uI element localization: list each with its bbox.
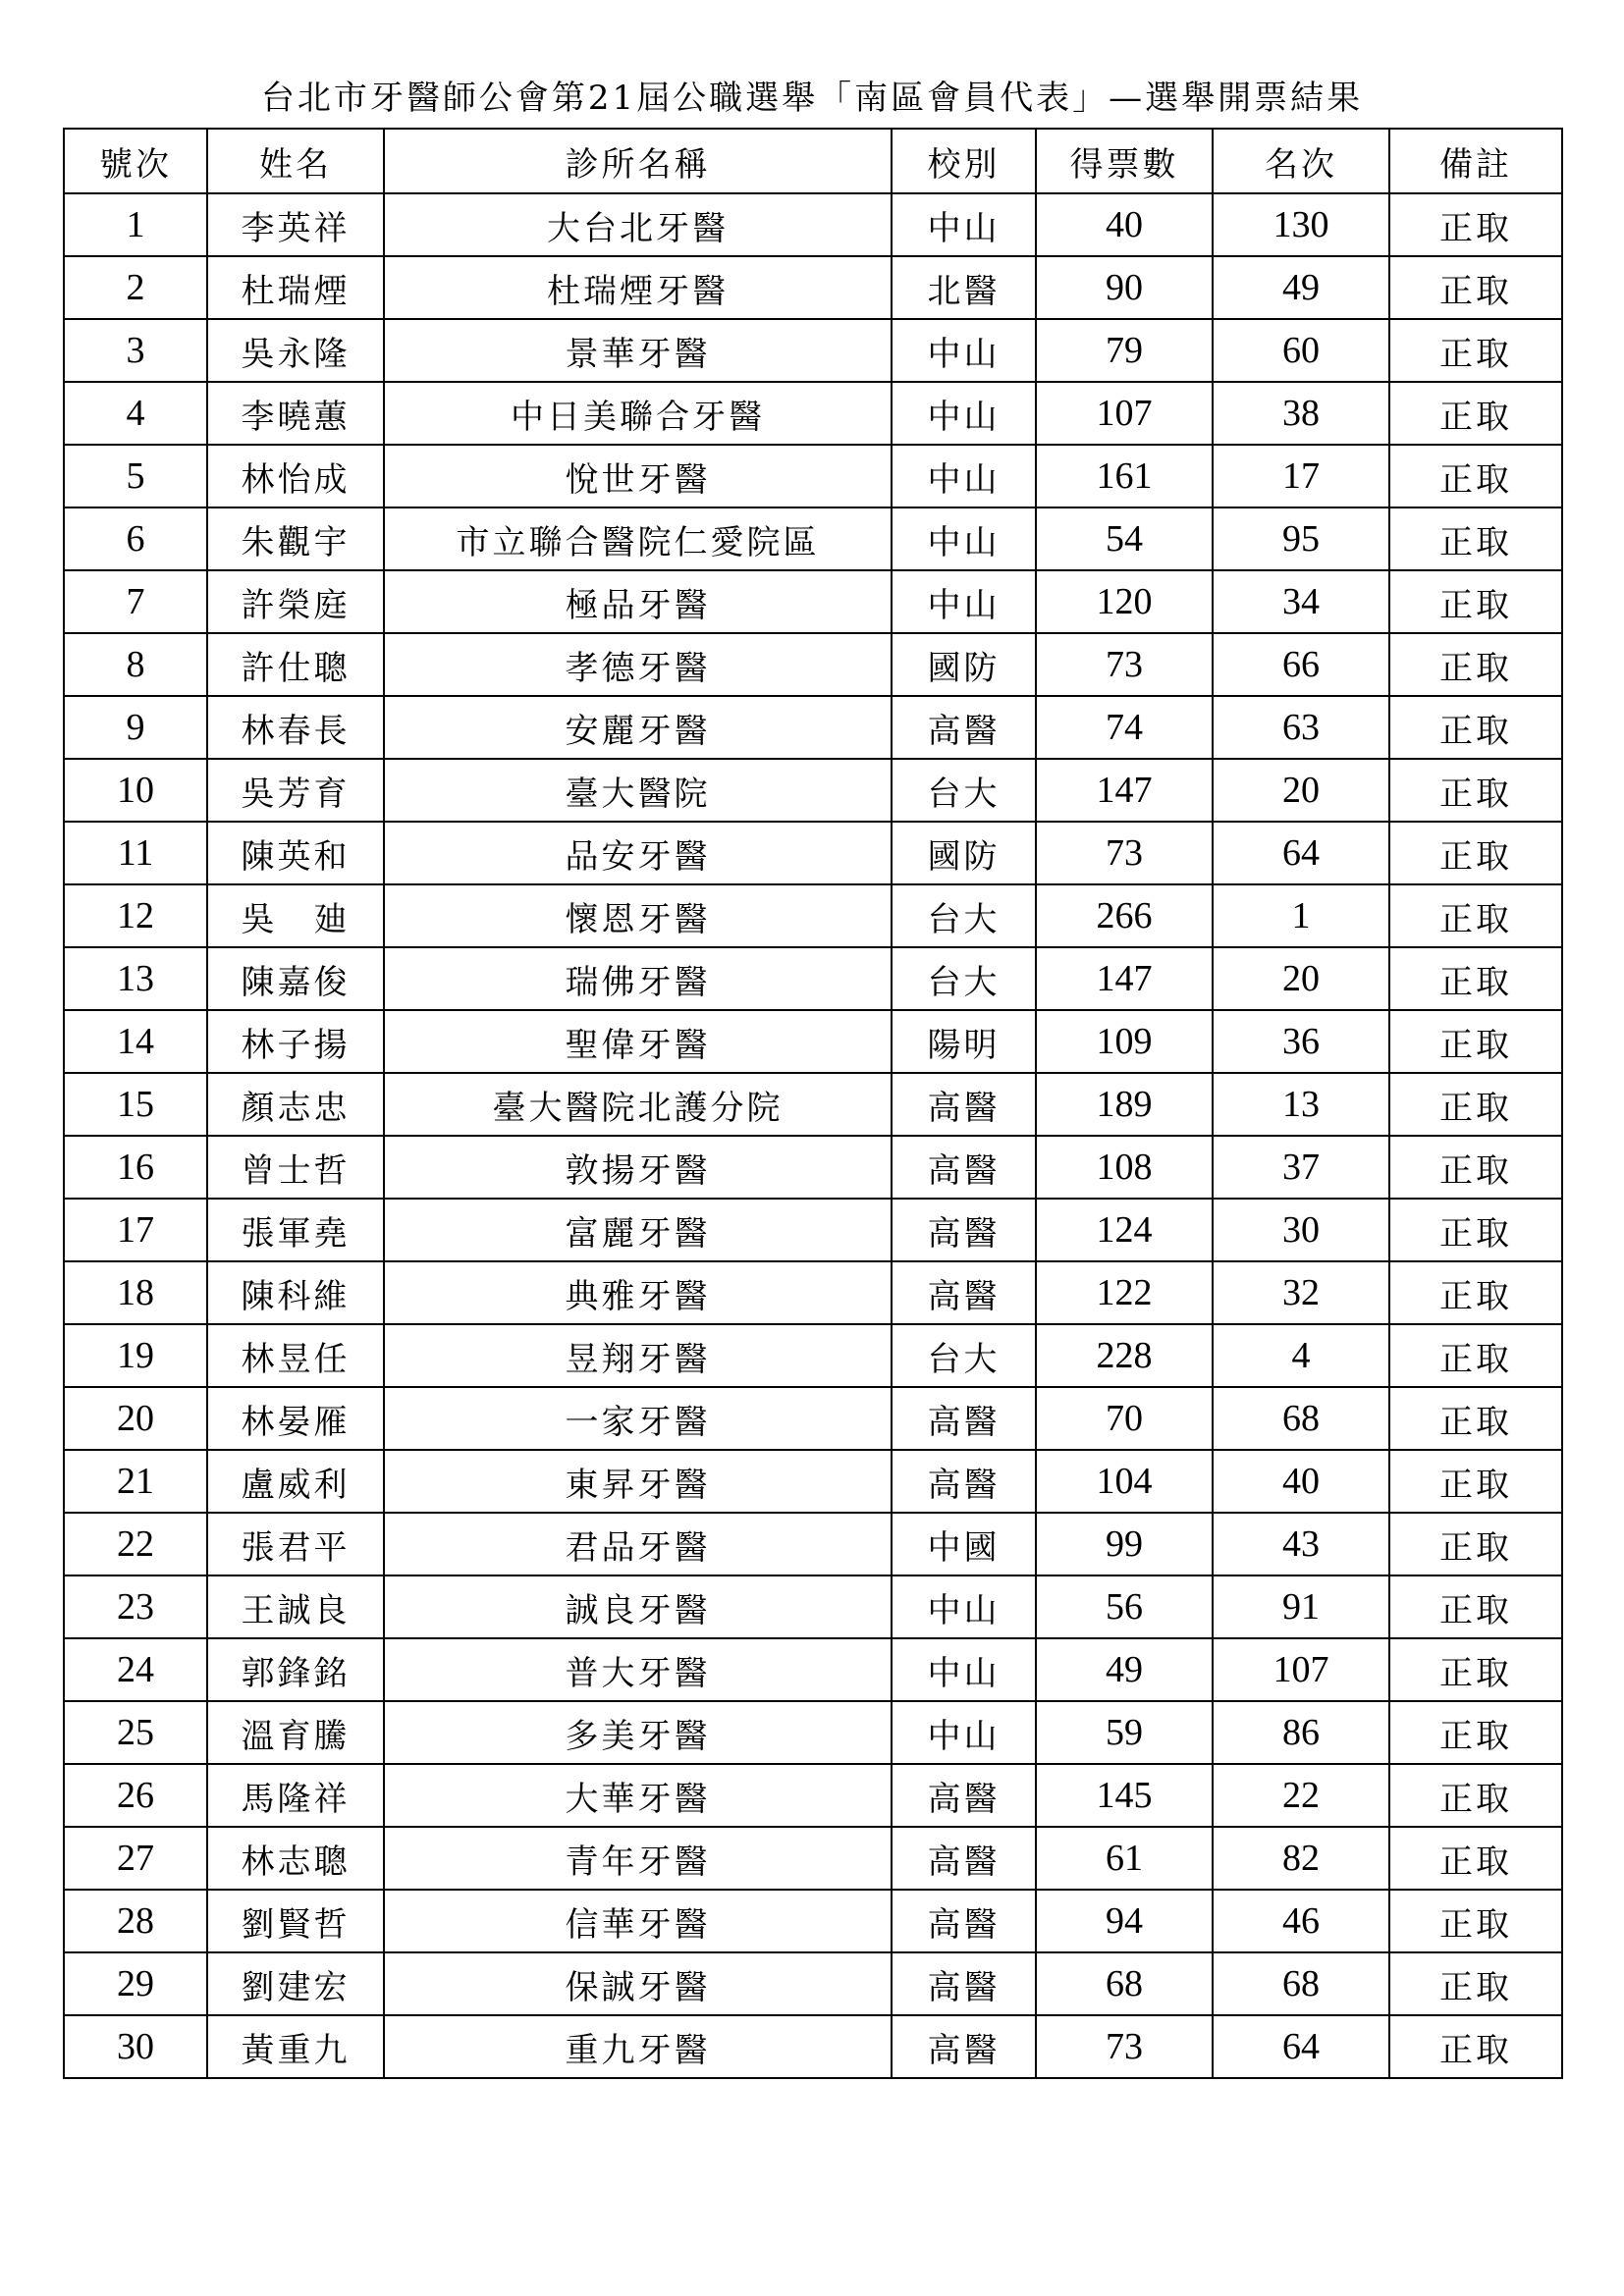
cell-rank: 46: [1213, 1890, 1389, 1952]
cell-number: 13: [64, 947, 207, 1010]
table-row: [64, 1952, 1562, 2015]
results-body: [64, 193, 1562, 2078]
cell-rank: 107: [1213, 1638, 1389, 1701]
cell-clinic: 極品牙醫: [384, 570, 892, 633]
table-row: [64, 1387, 1562, 1450]
cell-votes: 68: [1036, 1952, 1213, 2015]
cell-remark: 正取: [1389, 445, 1562, 507]
cell-name: 林子揚: [207, 1010, 384, 1073]
cell-school: 中山: [892, 319, 1036, 382]
cell-clinic: 臺大醫院北護分院: [384, 1073, 892, 1136]
header-name: 姓名: [207, 129, 384, 193]
cell-clinic: 懷恩牙醫: [384, 884, 892, 947]
cell-number: 17: [64, 1199, 207, 1261]
cell-school: 中山: [892, 193, 1036, 256]
cell-school: 台大: [892, 1324, 1036, 1387]
cell-clinic: 品安牙醫: [384, 822, 892, 884]
cell-votes: 228: [1036, 1324, 1213, 1387]
cell-school: 高醫: [892, 1952, 1036, 2015]
cell-clinic: 信華牙醫: [384, 1890, 892, 1952]
table-row: [64, 193, 1562, 256]
cell-clinic: 景華牙醫: [384, 319, 892, 382]
cell-school: 台大: [892, 759, 1036, 822]
cell-number: 4: [64, 382, 207, 445]
cell-name: 林昱任: [207, 1324, 384, 1387]
cell-clinic: 誠良牙醫: [384, 1575, 892, 1638]
table-row: [64, 507, 1562, 570]
table-row: [64, 1764, 1562, 1827]
cell-rank: 82: [1213, 1827, 1389, 1890]
cell-votes: 70: [1036, 1387, 1213, 1450]
table-row: [64, 1073, 1562, 1136]
cell-remark: 正取: [1389, 1450, 1562, 1513]
cell-clinic: 聖偉牙醫: [384, 1010, 892, 1073]
cell-remark: 正取: [1389, 1827, 1562, 1890]
cell-votes: 49: [1036, 1638, 1213, 1701]
cell-remark: 正取: [1389, 947, 1562, 1010]
cell-name: 黃重九: [207, 2015, 384, 2078]
table-row: [64, 1324, 1562, 1387]
cell-number: 25: [64, 1701, 207, 1764]
cell-school: 國防: [892, 633, 1036, 696]
cell-remark: 正取: [1389, 2015, 1562, 2078]
cell-school: 陽明: [892, 1010, 1036, 1073]
cell-remark: 正取: [1389, 884, 1562, 947]
cell-rank: 68: [1213, 1952, 1389, 2015]
cell-number: 20: [64, 1387, 207, 1450]
cell-votes: 74: [1036, 696, 1213, 759]
cell-name: 陳科維: [207, 1261, 384, 1324]
cell-remark: 正取: [1389, 1387, 1562, 1450]
cell-clinic: 重九牙醫: [384, 2015, 892, 2078]
table-row: [64, 445, 1562, 507]
header-school: 校別: [892, 129, 1036, 193]
cell-rank: 32: [1213, 1261, 1389, 1324]
cell-remark: 正取: [1389, 759, 1562, 822]
cell-name: 林晏雁: [207, 1387, 384, 1450]
table-row: [64, 1827, 1562, 1890]
cell-remark: 正取: [1389, 1575, 1562, 1638]
cell-name: 曾士哲: [207, 1136, 384, 1199]
cell-school: 中山: [892, 507, 1036, 570]
cell-school: 中山: [892, 1575, 1036, 1638]
cell-votes: 189: [1036, 1073, 1213, 1136]
cell-number: 5: [64, 445, 207, 507]
cell-number: 29: [64, 1952, 207, 2015]
cell-school: 中山: [892, 1701, 1036, 1764]
cell-votes: 94: [1036, 1890, 1213, 1952]
cell-number: 24: [64, 1638, 207, 1701]
cell-number: 28: [64, 1890, 207, 1952]
cell-number: 3: [64, 319, 207, 382]
cell-votes: 122: [1036, 1261, 1213, 1324]
cell-remark: 正取: [1389, 822, 1562, 884]
cell-number: 19: [64, 1324, 207, 1387]
cell-name: 劉建宏: [207, 1952, 384, 2015]
cell-clinic: 中日美聯合牙醫: [384, 382, 892, 445]
cell-votes: 56: [1036, 1575, 1213, 1638]
cell-clinic: 市立聯合醫院仁愛院區: [384, 507, 892, 570]
cell-rank: 49: [1213, 256, 1389, 319]
cell-votes: 161: [1036, 445, 1213, 507]
cell-school: 高醫: [892, 1450, 1036, 1513]
cell-name: 吳 廸: [207, 884, 384, 947]
cell-remark: 正取: [1389, 570, 1562, 633]
cell-clinic: 孝德牙醫: [384, 633, 892, 696]
cell-clinic: 一家牙醫: [384, 1387, 892, 1450]
header-votes: 得票數: [1036, 129, 1213, 193]
table-row: [64, 1890, 1562, 1952]
cell-number: 14: [64, 1010, 207, 1073]
cell-clinic: 東昇牙醫: [384, 1450, 892, 1513]
cell-name: 馬隆祥: [207, 1764, 384, 1827]
cell-rank: 30: [1213, 1199, 1389, 1261]
table-row: [64, 884, 1562, 947]
cell-clinic: 臺大醫院: [384, 759, 892, 822]
cell-number: 18: [64, 1261, 207, 1324]
cell-rank: 37: [1213, 1136, 1389, 1199]
cell-votes: 124: [1036, 1199, 1213, 1261]
cell-school: 台大: [892, 947, 1036, 1010]
cell-votes: 107: [1036, 382, 1213, 445]
cell-name: 劉賢哲: [207, 1890, 384, 1952]
cell-clinic: 安麗牙醫: [384, 696, 892, 759]
cell-rank: 95: [1213, 507, 1389, 570]
cell-school: 中國: [892, 1513, 1036, 1575]
cell-votes: 54: [1036, 507, 1213, 570]
table-row: [64, 382, 1562, 445]
table-row: [64, 1513, 1562, 1575]
cell-votes: 109: [1036, 1010, 1213, 1073]
table-row: [64, 319, 1562, 382]
cell-clinic: 悅世牙醫: [384, 445, 892, 507]
cell-name: 陳英和: [207, 822, 384, 884]
cell-rank: 40: [1213, 1450, 1389, 1513]
cell-rank: 20: [1213, 759, 1389, 822]
document-title: 台北市牙醫師公會第21屆公職選舉「南區會員代表」—選舉開票結果: [260, 79, 1364, 118]
cell-school: 高醫: [892, 1827, 1036, 1890]
cell-clinic: 青年牙醫: [384, 1827, 892, 1890]
cell-clinic: 大台北牙醫: [384, 193, 892, 256]
cell-number: 21: [64, 1450, 207, 1513]
cell-number: 16: [64, 1136, 207, 1199]
cell-number: 22: [64, 1513, 207, 1575]
cell-clinic: 大華牙醫: [384, 1764, 892, 1827]
cell-number: 10: [64, 759, 207, 822]
cell-rank: 64: [1213, 822, 1389, 884]
table-row: [64, 759, 1562, 822]
table-row: [64, 2015, 1562, 2078]
cell-number: 7: [64, 570, 207, 633]
cell-votes: 40: [1036, 193, 1213, 256]
cell-remark: 正取: [1389, 256, 1562, 319]
cell-rank: 64: [1213, 2015, 1389, 2078]
cell-school: 中山: [892, 570, 1036, 633]
cell-name: 李曉蕙: [207, 382, 384, 445]
cell-name: 郭鋒銘: [207, 1638, 384, 1701]
cell-rank: 20: [1213, 947, 1389, 1010]
cell-rank: 34: [1213, 570, 1389, 633]
cell-remark: 正取: [1389, 1764, 1562, 1827]
cell-votes: 73: [1036, 633, 1213, 696]
cell-name: 李英祥: [207, 193, 384, 256]
election-results-table: [63, 128, 1563, 2079]
cell-name: 林春長: [207, 696, 384, 759]
cell-school: 國防: [892, 822, 1036, 884]
cell-remark: 正取: [1389, 1890, 1562, 1952]
cell-rank: 130: [1213, 193, 1389, 256]
table-row: [64, 696, 1562, 759]
cell-remark: 正取: [1389, 382, 1562, 445]
cell-school: 高醫: [892, 2015, 1036, 2078]
cell-school: 高醫: [892, 1890, 1036, 1952]
cell-rank: 63: [1213, 696, 1389, 759]
cell-votes: 266: [1036, 884, 1213, 947]
cell-votes: 73: [1036, 822, 1213, 884]
table-row: [64, 256, 1562, 319]
cell-school: 高醫: [892, 696, 1036, 759]
cell-remark: 正取: [1389, 1261, 1562, 1324]
cell-number: 12: [64, 884, 207, 947]
cell-school: 高醫: [892, 1764, 1036, 1827]
cell-school: 台大: [892, 884, 1036, 947]
cell-school: 高醫: [892, 1199, 1036, 1261]
table-row: [64, 1575, 1562, 1638]
cell-school: 北醫: [892, 256, 1036, 319]
cell-name: 許仕聰: [207, 633, 384, 696]
cell-rank: 86: [1213, 1701, 1389, 1764]
cell-clinic: 君品牙醫: [384, 1513, 892, 1575]
cell-rank: 4: [1213, 1324, 1389, 1387]
cell-votes: 147: [1036, 759, 1213, 822]
cell-clinic: 普大牙醫: [384, 1638, 892, 1701]
cell-clinic: 富麗牙醫: [384, 1199, 892, 1261]
cell-name: 吳芳育: [207, 759, 384, 822]
cell-school: 高醫: [892, 1136, 1036, 1199]
cell-remark: 正取: [1389, 193, 1562, 256]
table-row: [64, 947, 1562, 1010]
cell-rank: 66: [1213, 633, 1389, 696]
cell-name: 杜瑞煙: [207, 256, 384, 319]
cell-remark: 正取: [1389, 1324, 1562, 1387]
cell-remark: 正取: [1389, 1199, 1562, 1261]
cell-votes: 145: [1036, 1764, 1213, 1827]
cell-clinic: 敦揚牙醫: [384, 1136, 892, 1199]
cell-number: 6: [64, 507, 207, 570]
cell-votes: 79: [1036, 319, 1213, 382]
cell-rank: 36: [1213, 1010, 1389, 1073]
cell-remark: 正取: [1389, 1638, 1562, 1701]
cell-votes: 59: [1036, 1701, 1213, 1764]
cell-name: 陳嘉俊: [207, 947, 384, 1010]
table-row: [64, 1450, 1562, 1513]
cell-rank: 60: [1213, 319, 1389, 382]
cell-remark: 正取: [1389, 1010, 1562, 1073]
cell-remark: 正取: [1389, 1701, 1562, 1764]
header-rank: 名次: [1213, 129, 1389, 193]
table-row: [64, 633, 1562, 696]
cell-number: 26: [64, 1764, 207, 1827]
cell-name: 盧威利: [207, 1450, 384, 1513]
cell-remark: 正取: [1389, 633, 1562, 696]
cell-number: 1: [64, 193, 207, 256]
cell-rank: 38: [1213, 382, 1389, 445]
cell-name: 張軍堯: [207, 1199, 384, 1261]
cell-name: 王誠良: [207, 1575, 384, 1638]
cell-votes: 90: [1036, 256, 1213, 319]
cell-votes: 120: [1036, 570, 1213, 633]
cell-remark: 正取: [1389, 507, 1562, 570]
cell-rank: 91: [1213, 1575, 1389, 1638]
cell-remark: 正取: [1389, 319, 1562, 382]
cell-rank: 1: [1213, 884, 1389, 947]
table-row: [64, 1701, 1562, 1764]
cell-name: 朱觀宇: [207, 507, 384, 570]
cell-clinic: 瑞佛牙醫: [384, 947, 892, 1010]
cell-name: 溫育騰: [207, 1701, 384, 1764]
cell-votes: 108: [1036, 1136, 1213, 1199]
cell-number: 23: [64, 1575, 207, 1638]
cell-rank: 17: [1213, 445, 1389, 507]
cell-school: 中山: [892, 382, 1036, 445]
cell-remark: 正取: [1389, 1952, 1562, 2015]
header-row: [64, 129, 1562, 193]
cell-votes: 61: [1036, 1827, 1213, 1890]
cell-name: 張君平: [207, 1513, 384, 1575]
cell-remark: 正取: [1389, 1513, 1562, 1575]
cell-name: 許榮庭: [207, 570, 384, 633]
cell-number: 11: [64, 822, 207, 884]
cell-votes: 73: [1036, 2015, 1213, 2078]
header-remark: 備註: [1389, 129, 1562, 193]
cell-name: 林志聰: [207, 1827, 384, 1890]
header-clinic: 診所名稱: [384, 129, 892, 193]
cell-name: 顏志忠: [207, 1073, 384, 1136]
cell-school: 高醫: [892, 1387, 1036, 1450]
table-row: [64, 570, 1562, 633]
cell-school: 高醫: [892, 1261, 1036, 1324]
table-row: [64, 1638, 1562, 1701]
cell-school: 中山: [892, 445, 1036, 507]
cell-remark: 正取: [1389, 1136, 1562, 1199]
cell-rank: 68: [1213, 1387, 1389, 1450]
cell-number: 8: [64, 633, 207, 696]
cell-clinic: 典雅牙醫: [384, 1261, 892, 1324]
cell-clinic: 保誠牙醫: [384, 1952, 892, 2015]
cell-clinic: 昱翔牙醫: [384, 1324, 892, 1387]
cell-remark: 正取: [1389, 696, 1562, 759]
cell-school: 高醫: [892, 1073, 1036, 1136]
cell-clinic: 多美牙醫: [384, 1701, 892, 1764]
cell-clinic: 杜瑞煙牙醫: [384, 256, 892, 319]
cell-number: 27: [64, 1827, 207, 1890]
cell-number: 2: [64, 256, 207, 319]
cell-remark: 正取: [1389, 1073, 1562, 1136]
table-row: [64, 822, 1562, 884]
cell-votes: 99: [1036, 1513, 1213, 1575]
cell-number: 15: [64, 1073, 207, 1136]
cell-number: 9: [64, 696, 207, 759]
cell-number: 30: [64, 2015, 207, 2078]
cell-rank: 43: [1213, 1513, 1389, 1575]
cell-votes: 104: [1036, 1450, 1213, 1513]
cell-school: 中山: [892, 1638, 1036, 1701]
cell-name: 吳永隆: [207, 319, 384, 382]
cell-name: 林怡成: [207, 445, 384, 507]
table-row: [64, 1010, 1562, 1073]
cell-rank: 13: [1213, 1073, 1389, 1136]
cell-votes: 147: [1036, 947, 1213, 1010]
table-row: [64, 1136, 1562, 1199]
header-number: 號次: [64, 129, 207, 193]
table-row: [64, 1261, 1562, 1324]
cell-rank: 22: [1213, 1764, 1389, 1827]
table-row: [64, 1199, 1562, 1261]
